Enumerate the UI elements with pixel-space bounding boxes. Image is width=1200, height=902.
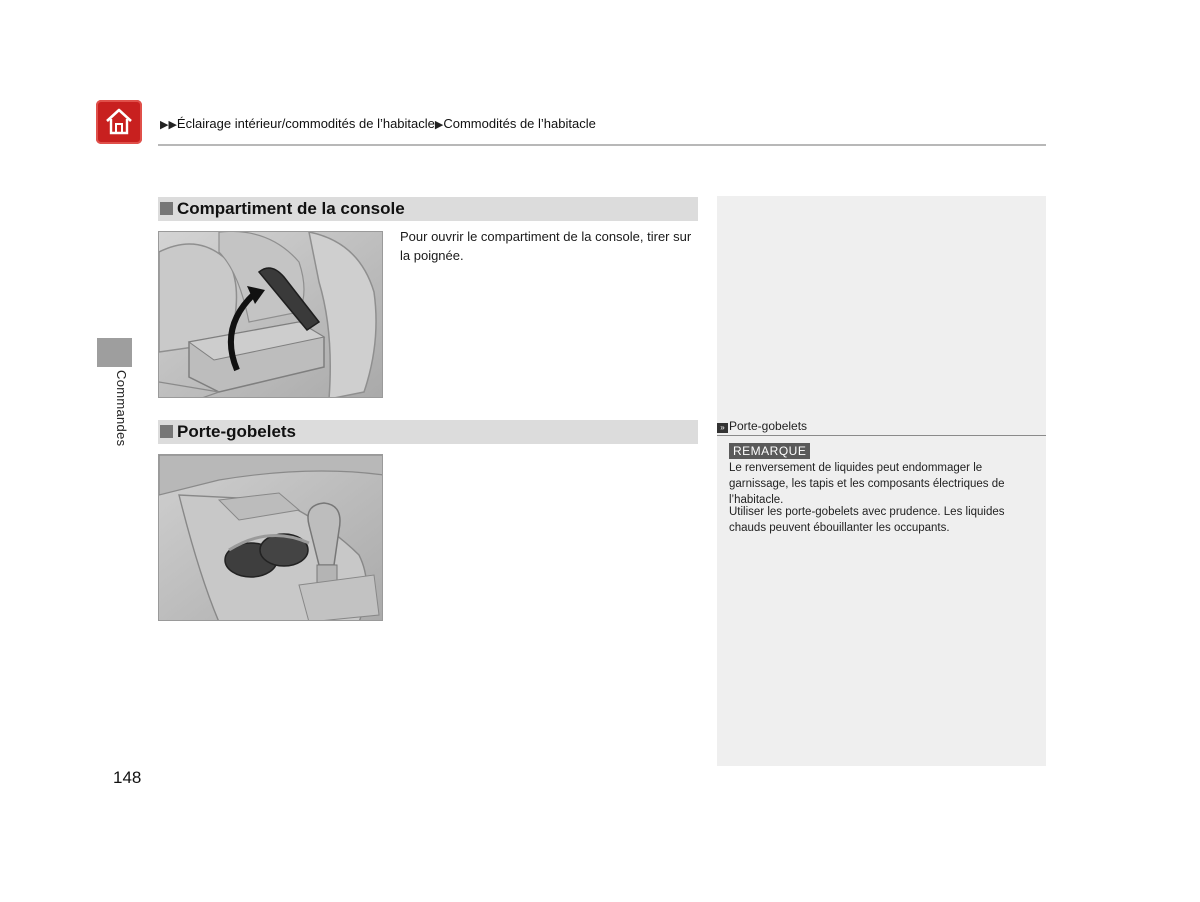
note-paragraph-2: Utiliser les porte-gobelets avec prudence. Les liquides chauds peuvent ébouillanter les occupants.	[729, 506, 1005, 534]
section-header-console	[158, 197, 698, 221]
page-number: 148	[113, 768, 142, 787]
breadcrumb-arrows: ▶▶	[160, 119, 177, 131]
console-compartment-illustration	[158, 231, 383, 398]
note-heading	[717, 419, 807, 433]
home-button[interactable]	[96, 100, 142, 144]
console-instructions: Pour ouvrir le compartiment de la console, tirer sur la poignée.	[400, 229, 692, 263]
breadcrumb	[160, 116, 596, 131]
section-title-console: Compartiment de la console	[177, 199, 405, 218]
note-heading-label: Porte-gobelets	[729, 419, 808, 433]
section-title-cupholders: Porte-gobelets	[177, 422, 297, 441]
section-marker-icon	[160, 425, 173, 438]
home-icon	[103, 106, 135, 138]
note-divider	[717, 435, 1046, 436]
header-divider	[158, 144, 1046, 146]
side-chapter-label: Commandes	[114, 370, 129, 447]
section-marker-icon	[160, 202, 173, 215]
side-chapter-tab[interactable]	[97, 338, 132, 367]
double-chevron-icon: »	[717, 423, 728, 433]
breadcrumb-link-commodites[interactable]: Commodités de l’habitacle	[443, 116, 596, 131]
breadcrumb-separator: ▶	[434, 119, 444, 131]
cupholders-illustration	[158, 454, 383, 621]
notice-badge: REMARQUE	[729, 443, 810, 459]
section-header-cupholders	[158, 420, 698, 444]
note-paragraph-1: Le renversement de liquides peut endommager le garnissage, les tapis et les composants électriques de l’habitacle.	[729, 462, 1005, 506]
breadcrumb-link-eclairage[interactable]: Éclairage intérieur/commodités de l’habitacle	[176, 116, 435, 131]
